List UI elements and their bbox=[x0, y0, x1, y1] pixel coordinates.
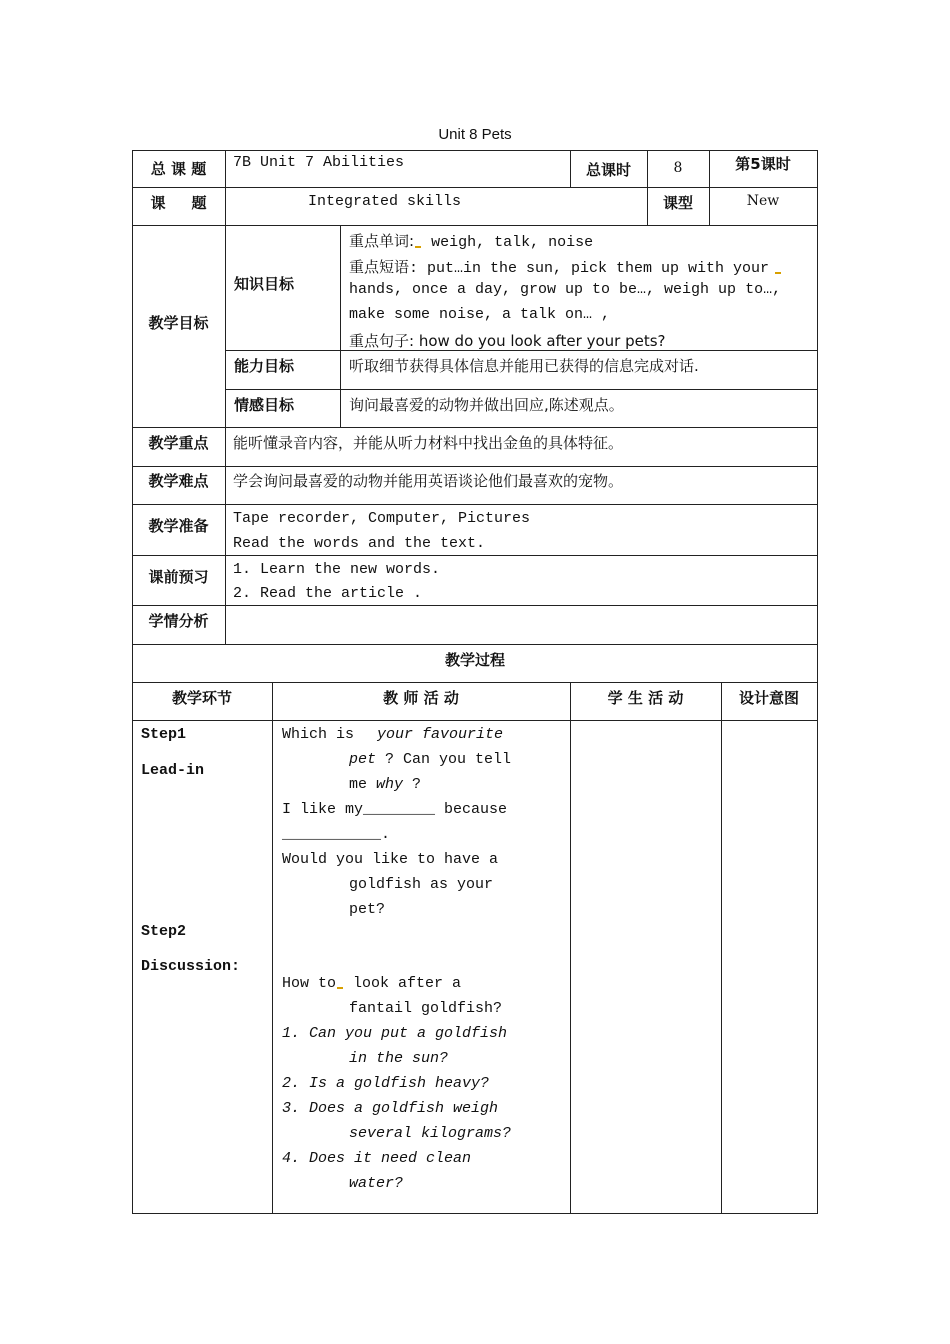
teacher-line: I like my________ because bbox=[282, 801, 508, 818]
teacher-line bbox=[282, 726, 354, 743]
edit-mark-icon bbox=[337, 987, 343, 989]
teacher-line: in the sun? bbox=[349, 1050, 449, 1067]
teacher-line bbox=[349, 776, 421, 793]
teacher-line: goldfish as your bbox=[349, 876, 494, 893]
edit-mark-icon bbox=[775, 272, 781, 274]
course-label: 总 课 题 bbox=[150, 160, 207, 178]
teacher-line: fantail goldfish? bbox=[349, 1000, 503, 1017]
ability-goal-label: 能力目标 bbox=[234, 357, 295, 375]
header-student-activity: 学 生 活 动 bbox=[607, 689, 684, 707]
lesson-type-label: 课型 bbox=[662, 194, 693, 212]
course-unit: 7B Unit 7 Abilities bbox=[233, 154, 405, 171]
edit-mark-icon bbox=[415, 246, 421, 248]
teacher-text: Which is bbox=[282, 726, 355, 743]
topic-label: 课 题 bbox=[150, 194, 207, 212]
step2-title: Discussion: bbox=[141, 958, 241, 975]
lesson-type-value: New bbox=[746, 193, 780, 209]
teacher-text: ? bbox=[403, 776, 422, 793]
difficult-points-text: 学会询问最喜爱的动物并能用英语谈论他们最喜欢的宠物。 bbox=[233, 472, 624, 490]
key-points-label: 教学重点 bbox=[148, 434, 209, 452]
analysis-label: 学情分析 bbox=[148, 612, 209, 630]
knowledge-phrases-line3: make some noise, a talk on… , bbox=[349, 306, 611, 323]
emotion-goal-label: 情感目标 bbox=[234, 396, 295, 414]
topic-title: Integrated skills bbox=[308, 193, 462, 210]
document-title: Unit 8 Pets bbox=[438, 126, 512, 143]
teacher-line: 3. Does a goldfish weigh bbox=[282, 1100, 499, 1117]
words-list: weigh, talk, noise bbox=[422, 234, 594, 251]
preview-label: 课前预习 bbox=[148, 568, 209, 586]
phrases-text-1: 重点短语: put…in the sun, pick them up with your bbox=[349, 260, 770, 277]
preparation-line2: Read the words and the text. bbox=[233, 535, 486, 552]
preparation-line1: Tape recorder, Computer, Pictures bbox=[233, 510, 531, 527]
step2-name: Step2 bbox=[141, 923, 187, 940]
teacher-text: me bbox=[349, 776, 377, 793]
teacher-line: 4. Does it need clean bbox=[282, 1150, 472, 1167]
ability-goal-text: 听取细节获得具体信息并能用已获得的信息完成对话. bbox=[349, 357, 699, 375]
teacher-line: 2. Is a goldfish heavy? bbox=[282, 1075, 490, 1092]
goals-label: 教学目标 bbox=[148, 314, 209, 332]
teacher-line: 1. Can you put a goldfish bbox=[282, 1025, 508, 1042]
step1-title: Lead-in bbox=[141, 762, 205, 779]
teacher-line bbox=[349, 751, 511, 768]
header-design-intent: 设计意图 bbox=[738, 689, 799, 707]
teacher-line: several kilograms? bbox=[349, 1125, 512, 1142]
knowledge-phrases-line1 bbox=[349, 256, 782, 277]
teacher-text: why bbox=[376, 776, 404, 793]
words-prefix: 重点单词: bbox=[349, 232, 415, 250]
knowledge-goal-label: 知识目标 bbox=[234, 275, 295, 293]
key-points-text: 能听懂录音内容，并能从听力材料中找出金鱼的具体特征。 bbox=[233, 434, 624, 452]
teacher-line: pet? bbox=[349, 901, 386, 918]
step1-name: Step1 bbox=[141, 726, 187, 743]
teacher-line bbox=[282, 975, 461, 992]
knowledge-phrases-line2: hands, once a day, grow up to be…, weigh up to…, bbox=[349, 281, 782, 298]
teacher-text: look after a bbox=[344, 975, 462, 992]
emotion-goal-text: 询问最喜爱的动物并做出回应,陈述观点。 bbox=[349, 396, 624, 414]
total-hours-value: 8 bbox=[673, 160, 683, 176]
preparation-label: 教学准备 bbox=[148, 517, 209, 535]
teacher-line: water? bbox=[349, 1175, 404, 1192]
header-stage: 教学环节 bbox=[171, 689, 232, 707]
header-teacher-activity: 教 师 活 动 bbox=[383, 689, 459, 707]
teacher-text: pet bbox=[349, 751, 377, 768]
knowledge-sentence: 重点句子: how do you look after your pets? bbox=[349, 332, 666, 350]
teacher-line: your favourite bbox=[377, 726, 504, 743]
preview-line1: 1. Learn the new words. bbox=[233, 561, 441, 578]
total-hours-label: 总课时 bbox=[585, 161, 631, 179]
difficult-points-label: 教学难点 bbox=[148, 472, 209, 490]
teacher-text: How to bbox=[282, 975, 337, 992]
teacher-line: Would you like to have a bbox=[282, 851, 499, 868]
teacher-line: ___________. bbox=[282, 826, 391, 843]
lesson-number: 第5课时 bbox=[735, 155, 791, 173]
preview-line2: 2. Read the article . bbox=[233, 585, 423, 602]
process-title: 教学过程 bbox=[444, 651, 505, 669]
teacher-text: ? Can you tell bbox=[376, 751, 512, 768]
knowledge-words bbox=[349, 230, 593, 251]
